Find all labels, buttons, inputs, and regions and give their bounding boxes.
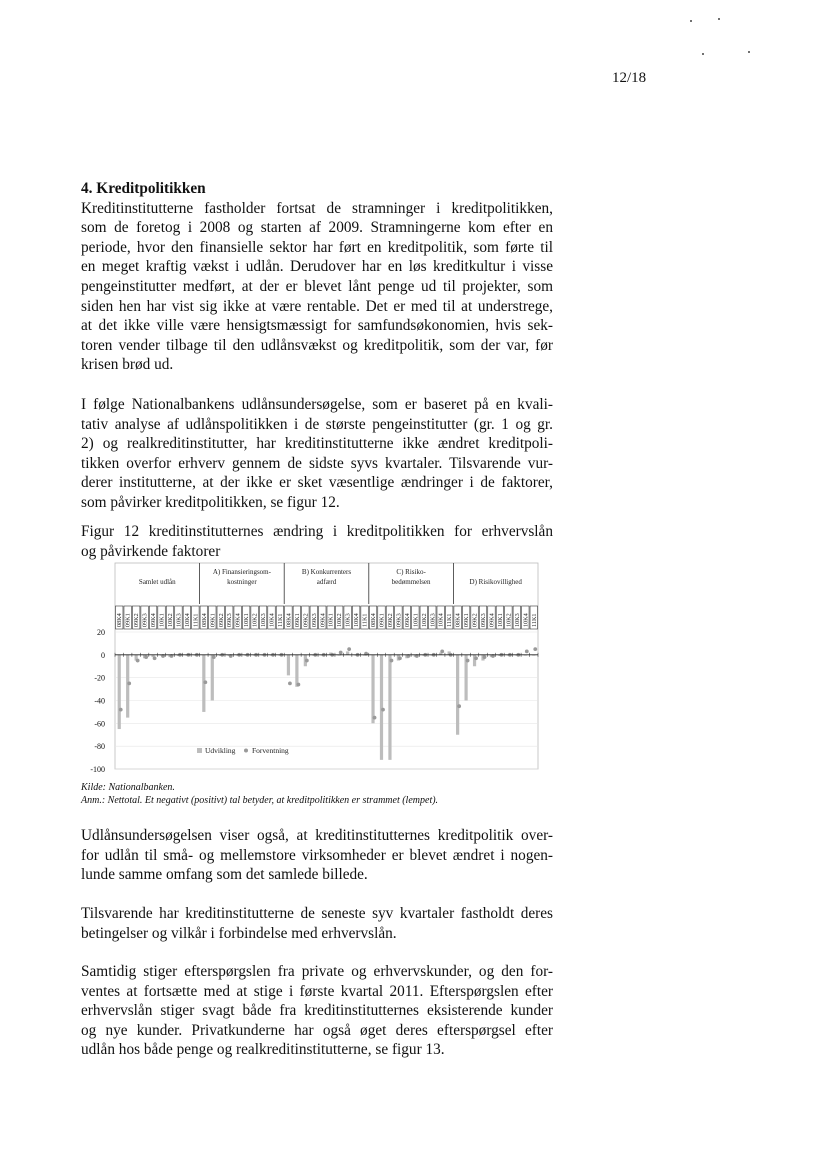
category-label: 09K4 bbox=[488, 613, 496, 627]
paragraph-1-line: krisen brød ud. bbox=[81, 356, 174, 374]
legend-udvikling-label: Udvikling bbox=[205, 746, 236, 755]
category-label: 09K4 bbox=[319, 613, 327, 627]
paragraph-3-line: Udlånsundersøgelsen viser også, at kreditinstitutternes kreditpolitik over- bbox=[81, 827, 553, 844]
section-kreditpolitikken bbox=[81, 179, 553, 375]
paragraph-1-line: siden hen har vist sig ikke at være rentable. Det er med til at understrege, bbox=[81, 297, 553, 315]
figure-note: Anm.: Nettotal. Et negativt (positivt) tal betyder, at kreditpolitikken er strammet (lempet). bbox=[81, 795, 439, 806]
category-label: 10K1 bbox=[158, 613, 166, 627]
category-label: 09K2 bbox=[386, 613, 394, 627]
paragraph-5-line: Samtidig stiger efterspørgslen fra private og erhvervskunder, og den for- bbox=[81, 963, 553, 980]
category-label: 09K3 bbox=[310, 613, 318, 627]
category-label: 09K2 bbox=[302, 613, 310, 627]
category-label: 10K3 bbox=[344, 613, 352, 627]
forventning-point bbox=[203, 680, 207, 684]
y-tick-label: -20 bbox=[94, 673, 105, 683]
category-label: 10K2 bbox=[420, 613, 428, 627]
y-tick-label: -80 bbox=[94, 742, 105, 752]
category-label: 10K4 bbox=[268, 613, 276, 627]
paragraph-3 bbox=[81, 826, 553, 885]
paragraph-5-line: erhvervslån stiger svagt både fra kreditinstitutternes eksisterende kunder bbox=[81, 1002, 553, 1020]
legend-forventning-swatch bbox=[244, 749, 248, 753]
category-label: 11K1 bbox=[530, 613, 538, 627]
panel-title: D) Risikovillighed bbox=[469, 578, 522, 586]
category-label: 09K2 bbox=[471, 613, 479, 627]
paragraph-4 bbox=[81, 904, 553, 943]
panel-title: kostninger bbox=[227, 578, 257, 586]
paragraph-5-line: udlån hos både penge og realkreditinstitutterne, se figur 13. bbox=[81, 1041, 445, 1059]
forventning-point bbox=[483, 655, 487, 659]
udvikling-bar bbox=[380, 655, 383, 760]
category-label: 11K1 bbox=[361, 613, 369, 627]
forventning-point bbox=[127, 681, 131, 685]
forventning-point bbox=[381, 708, 385, 712]
panel-title: bedømmelsen bbox=[391, 578, 431, 586]
paragraph-2-line: I følge Nationalbankens udlånsundersøgelse, som er baseret på en kvali- bbox=[81, 396, 553, 413]
category-label: 10K4 bbox=[353, 613, 361, 627]
category-label: 10K4 bbox=[183, 613, 191, 627]
paragraph-2-line: 2) og realkreditinstitutter, har kreditinstitutterne ikke ændret kreditpoli- bbox=[81, 435, 553, 453]
paragraph-1-line: toren vender tilbage til den udlånsvækst og kreditpolitik, som der var, før bbox=[81, 336, 553, 354]
paragraph-5 bbox=[81, 962, 553, 1060]
paragraph-1-line: periode, hvor den finansielle sektor har ført en kreditpolitik, som førte til bbox=[81, 238, 553, 256]
category-label: 08K4 bbox=[370, 613, 378, 627]
paragraph-1-line: Kreditinstitutterne fastholder fortsat de stramninger i kreditpolitikken, bbox=[81, 199, 553, 217]
panel-title: C) Risiko- bbox=[396, 568, 426, 576]
category-label: 09K3 bbox=[395, 613, 403, 627]
forventning-point bbox=[136, 659, 140, 663]
category-label: 10K3 bbox=[513, 613, 521, 627]
category-label: 09K1 bbox=[463, 613, 471, 627]
category-label: 09K3 bbox=[480, 613, 488, 627]
category-label: 10K1 bbox=[243, 613, 251, 627]
udvikling-bar bbox=[118, 655, 121, 729]
forventning-point bbox=[398, 656, 402, 660]
paragraph-1-line: at det ikke ville være hensigtsmæssigt for samfundsøkonomien, hvis sek- bbox=[81, 317, 553, 335]
category-label: 08K4 bbox=[200, 613, 208, 627]
figure-12-chart bbox=[81, 562, 543, 772]
forventning-point bbox=[474, 656, 478, 660]
forventning-point bbox=[440, 650, 444, 654]
page-number: 12/18 bbox=[612, 70, 647, 86]
legend-udvikling-swatch bbox=[197, 748, 202, 753]
category-label: 08K4 bbox=[285, 613, 293, 627]
category-label: 10K4 bbox=[437, 613, 445, 627]
udvikling-bar bbox=[371, 655, 374, 724]
forventning-point bbox=[288, 681, 292, 685]
category-label: 09K4 bbox=[403, 613, 411, 627]
paragraph-2-line: derer institutterne, at der ikke er sket væsentlige ændringer i de faktorer, bbox=[81, 474, 553, 492]
forventning-point bbox=[296, 683, 300, 687]
udvikling-bar bbox=[388, 655, 391, 760]
paragraph-1-line: pengeinstitutter medført, at der er blevet lånt penge ud til projekter, som bbox=[81, 277, 553, 295]
forventning-point bbox=[390, 659, 394, 663]
figure-source: Kilde: Nationalbanken. bbox=[81, 782, 175, 793]
forventning-point bbox=[119, 708, 123, 712]
y-tick-label: -100 bbox=[90, 765, 105, 772]
category-label: 09K3 bbox=[141, 613, 149, 627]
category-label: 10K1 bbox=[412, 613, 420, 627]
panel-title: adfærd bbox=[316, 578, 337, 586]
caption-line: Figur 12 kreditinstitutternes ændring i kreditpolitikken for erhvervslån bbox=[81, 523, 553, 540]
category-label: 10K2 bbox=[251, 613, 259, 627]
category-label: 11K1 bbox=[446, 613, 454, 627]
forventning-point bbox=[525, 650, 529, 654]
caption-line: og påvirkende faktorer bbox=[81, 542, 221, 560]
udvikling-bar bbox=[295, 655, 298, 687]
paragraph-3-line: for udlån til små- og mellemstore virksomheder er blevet ændret i nogen- bbox=[81, 846, 553, 864]
paragraph-3-line: lunde samme omfang som det samlede billede. bbox=[81, 866, 368, 884]
paragraph-5-line: ventes at fortsætte med at stige i første kvartal 2011. Efterspørgslen efter bbox=[81, 982, 553, 1000]
category-label: 09K2 bbox=[217, 613, 225, 627]
category-label: 08K4 bbox=[454, 613, 462, 627]
category-label: 10K2 bbox=[166, 613, 174, 627]
forventning-point bbox=[457, 704, 461, 708]
paragraph-5-line: og nye kunder. Privatkunderne har også øget deres efterspørgsel efter bbox=[81, 1021, 553, 1039]
forventning-point bbox=[144, 655, 148, 659]
category-label: 10K1 bbox=[327, 613, 335, 627]
category-label: 11K1 bbox=[192, 613, 200, 627]
forventning-point bbox=[533, 647, 537, 651]
category-label: 10K2 bbox=[336, 613, 344, 627]
paragraph-2-line: tativ analyse af udlånspolitikken i de største pengeinstitutter (gr. 1 og gr. bbox=[81, 415, 553, 433]
y-tick-label: -40 bbox=[94, 696, 105, 706]
paragraph-4-line: betingelser og vilkår i forbindelse med erhvervslån. bbox=[81, 924, 397, 942]
category-label: 09K1 bbox=[293, 613, 301, 627]
panel-title: Samlet udlån bbox=[138, 578, 176, 586]
figure-source-notes bbox=[81, 781, 438, 807]
paragraph-1-line: som de foretog i 2008 og starten af 2009. Stramningerne kom efter en bbox=[81, 219, 553, 237]
y-tick-label: -60 bbox=[94, 719, 105, 729]
legend-forventning-label: Forventning bbox=[252, 746, 289, 755]
category-label: 10K3 bbox=[429, 613, 437, 627]
category-label: 09K3 bbox=[226, 613, 234, 627]
category-label: 09K1 bbox=[378, 613, 386, 627]
category-label: 09K1 bbox=[209, 613, 217, 627]
paragraph-1 bbox=[81, 199, 553, 375]
section-heading: 4. Kreditpolitikken bbox=[81, 180, 206, 197]
paragraph-1-line: en meget kraftig vækst i udlån. Derudover har en løs kreditkultur i visse bbox=[81, 258, 553, 276]
udvikling-bar bbox=[126, 655, 129, 718]
category-label: 10K1 bbox=[496, 613, 504, 627]
forventning-point bbox=[347, 647, 351, 651]
paragraph-4-line: Tilsvarende har kreditinstitutterne de seneste syv kvartaler fastholdt deres bbox=[81, 905, 553, 922]
category-label: 08K4 bbox=[116, 613, 124, 627]
category-label: 09K1 bbox=[124, 613, 132, 627]
y-tick-label: 20 bbox=[97, 628, 105, 637]
category-label: 10K4 bbox=[522, 613, 530, 627]
udvikling-bar bbox=[211, 655, 214, 701]
category-label: 10K2 bbox=[505, 613, 513, 627]
forventning-point bbox=[305, 659, 309, 663]
category-label: 10K3 bbox=[260, 613, 268, 627]
chart-svg bbox=[81, 562, 543, 772]
category-label: 11K1 bbox=[276, 613, 284, 627]
forventning-point bbox=[212, 655, 216, 659]
forventning-point bbox=[153, 656, 157, 660]
y-tick-label: 0 bbox=[101, 650, 105, 660]
category-label: 09K2 bbox=[133, 613, 141, 627]
category-label: 09K4 bbox=[234, 613, 242, 627]
panel-title: B) Konkurrenters bbox=[301, 568, 352, 576]
paragraph-2-line: som påvirker kreditpolitikken, se figur 12. bbox=[81, 493, 340, 511]
forventning-point bbox=[339, 651, 343, 655]
paragraph-2 bbox=[81, 395, 553, 513]
figure-caption bbox=[81, 522, 553, 561]
category-label: 09K4 bbox=[150, 613, 158, 627]
udvikling-bar bbox=[287, 655, 290, 676]
category-label: 10K3 bbox=[175, 613, 183, 627]
forventning-point bbox=[466, 659, 470, 663]
forventning-point bbox=[373, 716, 377, 720]
udvikling-bar bbox=[346, 651, 349, 654]
panel-title: A) Finansieringsom- bbox=[212, 568, 271, 576]
udvikling-bar bbox=[456, 655, 459, 735]
paragraph-2-line: tikken overfor erhverv gennem de sidste syvs kvartaler. Tilsvarende vur- bbox=[81, 454, 553, 472]
